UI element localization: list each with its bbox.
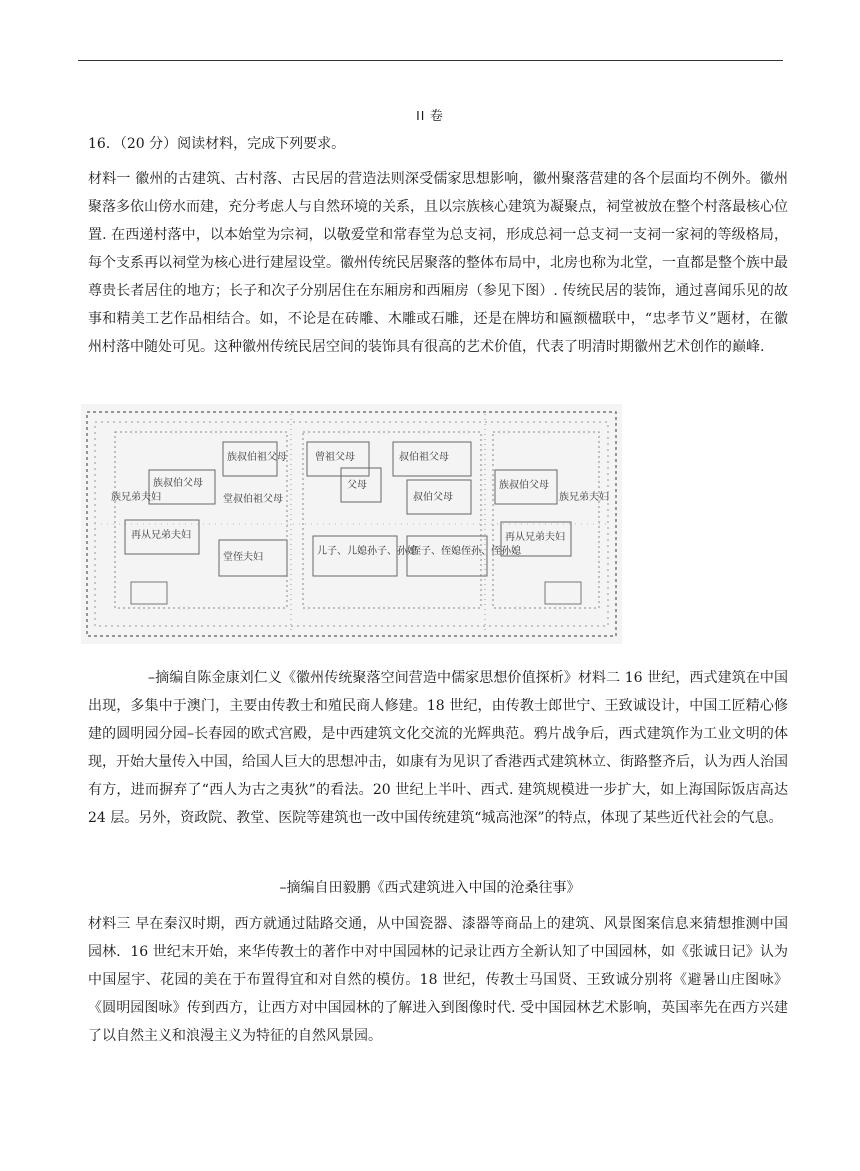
material-two-paragraph: –摘编自陈金康刘仁义《徽州传统聚落空间营造中儒家思想价值探析》材料二 16 世纪，西式建筑在中国出现，多集中于澳门，主要由传教士和殖民商人修建。18 世纪，由传教士郎世宁、王致诚设计，中国工匠精心修建的圆明园分园–长春园的欧式宫殿，是中西建筑文化交流的光辉典范。鸦片战争后，西式建筑作为工业文明的体现，开始大量传入中国，给国人巨大的思想冲击，如康有为见识了香港西式建筑林立、街路整齐后，认为西人治国有方，进而摒弃了“西人为古之夷狄”的看法。20 世纪上半叶、西式. 建筑规模进一步扩大，如上海国际饭店高达 24 层。另外，资政院、教堂、医院等建筑也一改中国传统建筑“城高池深”的特点，体现了某些近代社会的气息。 xyxy=(88,670,788,826)
header-rule xyxy=(78,60,783,61)
diagram-label: 再从兄弟夫妇 xyxy=(505,532,565,543)
diagram-label: 儿子、儿媳孙子、孙媳 xyxy=(317,546,417,557)
diagram-label: 曾祖父母 xyxy=(315,452,355,463)
diagram-label: 父母 xyxy=(347,480,367,491)
material-two-source: –摘编自田毅鹏《西式建筑进入中国的沧桑往事》 xyxy=(279,880,581,896)
diagram-label: 堂侄夫妇 xyxy=(223,552,263,563)
diagram-label: 族叔伯父母 xyxy=(499,480,549,491)
diagram-label: 族兄弟夫妇 xyxy=(559,492,609,503)
diagram-label: 族叔伯父母 xyxy=(153,478,203,489)
diagram-label: 叔伯父母 xyxy=(413,492,453,503)
material-three-paragraph: 材料三 早在秦汉时期，西方就通过陆路交通，从中国瓷器、漆器等商品上的建筑、风景图案信息来猜想推测中国园林．16 世纪末开始，来华传教士的著作中对中国园林的记录让西方全新认知了中国园林，如《张诚日记》认为中国屋宇、花园的美在于布置得宜和对自然的模仿。18 世纪，传教士马国贤、王致诚分别将《避暑山庄图咏》《圆明园图咏》传到西方，让西方对中国园林的了解进入到图像时代. 受中国园林艺术影响，英国率先在西方兴建了以自然主义和浪漫主义为特征的自然风景园。 xyxy=(88,916,788,1044)
diagram-label: 叔伯祖父母 xyxy=(399,452,449,463)
material-one-paragraph: 材料一 徽州的古建筑、古村落、古民居的营造法则深受儒家思想影响，徽州聚落营建的各个层面均不例外。徽州聚落多依山傍水而建，充分考虑人与自然环境的关系，且以宗族核心建筑为凝聚点，祠堂被放在整个村落最核心位置. 在西递村落中，以本始堂为宗祠，以敬爱堂和常春堂为总支祠，形成总祠一总支祠一支祠一家祠的等级格局，每个支系再以祠堂为核心进行建屋设堂。徽州传统民居聚落的整体布局中，北房也称为北堂，一直都是整个族中最尊贵长者居住的地方；长子和次子分别居住在东厢房和西厢房（参见下图）. 传统民居的装饰，通过喜闻乐见的故事和精美工艺作品相结合。如，不论是在砖雕、木雕或石雕，还是在牌坊和匾额楹联中，“忠孝节义”题材，在徽州村落中随处可见。这种徽州传统民居空间的装饰具有很高的艺术价值，代表了明清时期徽州艺术创作的巅峰. xyxy=(88,171,788,355)
residence-layout-diagram xyxy=(81,404,622,644)
diagram-label: 族兄弟夫妇 xyxy=(111,492,161,503)
section-title: II 卷 xyxy=(416,108,444,123)
diagram-label: 族叔伯祖父母 xyxy=(227,452,287,463)
diagram-label: 侄子、侄媳侄孙、侄孙媳 xyxy=(411,546,521,557)
diagram-label: 再从兄弟夫妇 xyxy=(131,530,191,541)
diagram-label: 堂叔伯祖父母 xyxy=(223,494,283,505)
question-heading: 16．（20 分）阅读材料，完成下列要求。 xyxy=(88,136,346,152)
